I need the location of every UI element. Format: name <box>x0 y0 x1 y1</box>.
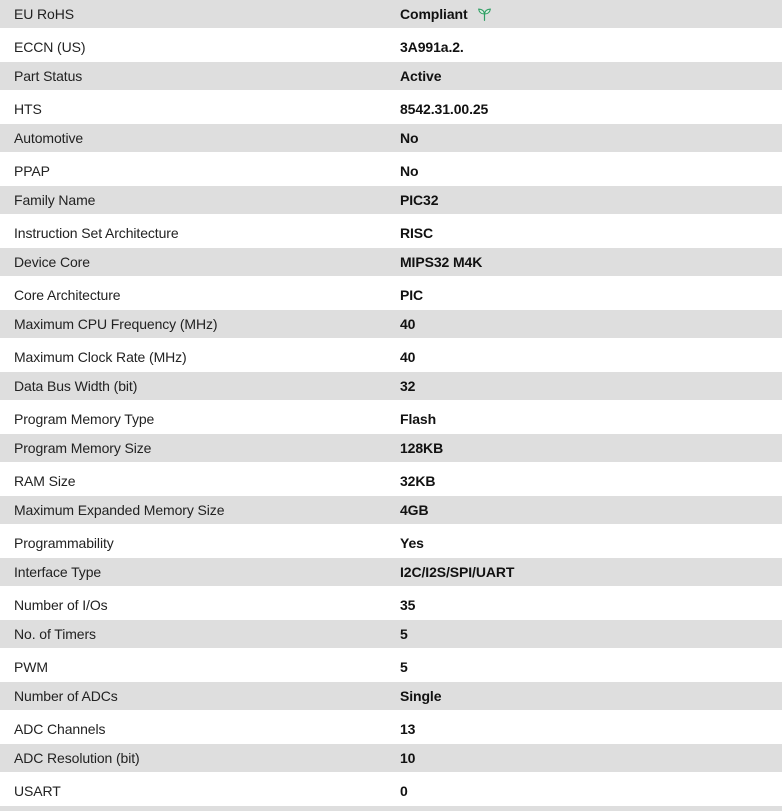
spec-label: Family Name <box>14 192 96 208</box>
spec-value <box>400 163 418 179</box>
spec-value <box>400 130 418 146</box>
spec-label: No. of Timers <box>14 626 96 642</box>
spec-value-text: No <box>400 162 419 179</box>
spec-row <box>0 124 782 155</box>
spec-label: Core Architecture <box>14 286 121 303</box>
spec-value-text: PIC <box>400 286 424 303</box>
spec-value <box>400 254 482 270</box>
spec-row <box>0 434 782 465</box>
spec-label: Automotive <box>14 130 84 146</box>
spec-label: Interface Type <box>14 564 102 580</box>
spec-label: PWM <box>14 658 48 675</box>
spec-row <box>0 775 782 806</box>
spec-value <box>400 750 415 766</box>
spec-value <box>400 597 415 613</box>
spec-row <box>0 310 782 341</box>
spec-label: EU RoHS <box>14 6 74 22</box>
spec-value <box>400 287 423 303</box>
spec-value <box>400 39 464 55</box>
spec-value-text: 40 <box>400 348 416 365</box>
spec-value <box>400 502 429 518</box>
spec-value <box>400 688 441 704</box>
spec-value <box>400 626 408 642</box>
spec-row <box>0 651 782 682</box>
partial-next-row <box>0 806 782 811</box>
spec-row <box>0 682 782 713</box>
spec-value-text: Active <box>400 68 442 84</box>
spec-label: Instruction Set Architecture <box>14 224 179 241</box>
spec-value-text: 3A991a.2. <box>400 38 464 55</box>
spec-value <box>400 192 438 208</box>
spec-value-text: Yes <box>400 534 424 551</box>
spec-row <box>0 155 782 186</box>
spec-value-text: 0 <box>400 782 408 799</box>
spec-row <box>0 465 782 496</box>
spec-label: Programmability <box>14 534 114 551</box>
spec-label: USART <box>14 782 61 799</box>
spec-value-text: 4GB <box>400 502 429 518</box>
spec-value-text: MIPS32 M4K <box>400 254 483 270</box>
spec-row <box>0 744 782 775</box>
spec-value <box>400 783 408 799</box>
spec-value-text: No <box>400 130 419 146</box>
spec-value <box>400 225 433 241</box>
spec-row <box>0 496 782 527</box>
spec-row <box>0 0 782 31</box>
spec-value-text: 32 <box>400 378 416 394</box>
spec-label: Device Core <box>14 254 90 270</box>
rohs-leaf-icon[interactable] <box>476 6 493 22</box>
spec-row <box>0 620 782 651</box>
spec-label: HTS <box>14 100 42 117</box>
spec-row <box>0 372 782 403</box>
spec-label: Program Memory Type <box>14 410 155 427</box>
spec-row <box>0 558 782 589</box>
spec-row <box>0 403 782 434</box>
spec-label: Data Bus Width (bit) <box>14 378 138 394</box>
spec-row <box>0 186 782 217</box>
spec-row <box>0 589 782 620</box>
spec-row <box>0 279 782 310</box>
spec-value <box>400 68 441 84</box>
spec-value-text: Single <box>400 688 442 704</box>
spec-value-text: Compliant <box>400 6 468 22</box>
spec-value <box>400 316 415 332</box>
spec-value-text: 5 <box>400 626 408 642</box>
spec-row <box>0 713 782 744</box>
spec-row <box>0 93 782 124</box>
spec-value-text: 35 <box>400 596 416 613</box>
spec-row <box>0 248 782 279</box>
spec-value <box>400 6 493 22</box>
spec-row <box>0 31 782 62</box>
spec-value-text: 32KB <box>400 472 436 489</box>
spec-label: ADC Channels <box>14 720 106 737</box>
spec-value-text: PIC32 <box>400 192 439 208</box>
spec-row <box>0 527 782 558</box>
spec-value-text: 40 <box>400 316 416 332</box>
spec-label: Program Memory Size <box>14 440 152 456</box>
spec-value-text: 128KB <box>400 440 444 456</box>
spec-value-text: 5 <box>400 658 408 675</box>
spec-value <box>400 564 514 580</box>
spec-value <box>400 378 415 394</box>
spec-value <box>400 411 436 427</box>
spec-value-text: 8542.31.00.25 <box>400 100 489 117</box>
spec-row <box>0 62 782 93</box>
spec-label: Maximum CPU Frequency (MHz) <box>14 316 218 332</box>
spec-value <box>400 473 435 489</box>
spec-label: Maximum Expanded Memory Size <box>14 502 225 518</box>
spec-label: Part Status <box>14 68 83 84</box>
spec-label: ADC Resolution (bit) <box>14 750 140 766</box>
spec-row <box>0 341 782 372</box>
spec-value-text: I2C/I2S/SPI/UART <box>400 564 515 580</box>
spec-value <box>400 440 443 456</box>
spec-value-text: Flash <box>400 410 437 427</box>
spec-value <box>400 721 415 737</box>
spec-row <box>0 217 782 248</box>
spec-value <box>400 101 488 117</box>
spec-label: RAM Size <box>14 472 76 489</box>
spec-value-text: 13 <box>400 720 416 737</box>
spec-value <box>400 535 424 551</box>
spec-value-text: 10 <box>400 750 416 766</box>
spec-label: Maximum Clock Rate (MHz) <box>14 348 187 365</box>
spec-label: Number of I/Os <box>14 596 108 613</box>
spec-value <box>400 659 408 675</box>
spec-label: Number of ADCs <box>14 688 118 704</box>
spec-label: ECCN (US) <box>14 38 86 55</box>
spec-value <box>400 349 415 365</box>
spec-label: PPAP <box>14 162 50 179</box>
spec-value-text: RISC <box>400 224 434 241</box>
